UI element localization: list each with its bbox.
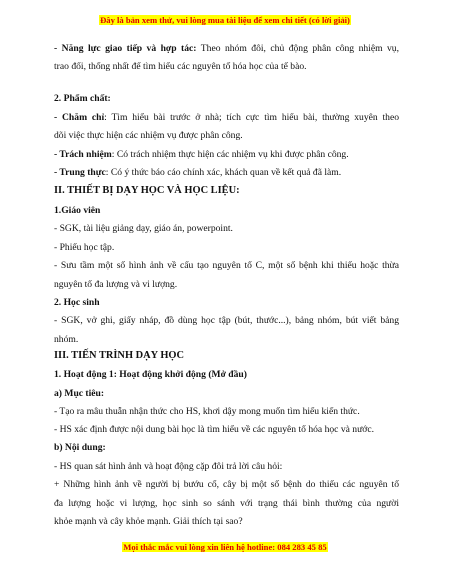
line-collect-images-continued: nguyên tố đa lượng và vi lượng. (54, 279, 178, 290)
preview-notice-header (0, 10, 450, 28)
line-competence-communication: - Năng lực giao tiếp và hợp tác: Theo nhóm đôi, chủ động phân công nhiệm vụ, (54, 43, 399, 54)
content-heading: b) Nội dung: (54, 442, 106, 453)
line-content-2: + Những hình ảnh về người bị bướu cổ, cây bị một số bệnh do thiếu các nguyên tố (54, 479, 399, 490)
line-honesty: - Trung thực: Có ý thức báo cáo chính xác, khách quan về kết quả đã làm. (54, 167, 342, 178)
subsection-student-heading: 2. Học sinh (54, 297, 100, 308)
subsection-teacher-heading: 1.Giáo viên (54, 205, 101, 216)
objective-heading: a) Mục tiêu: (54, 388, 105, 399)
line-content-3: đa lượng hoặc vi lượng, học sinh so sánh với trạng thái bình thường của người (54, 498, 399, 509)
line-diligence: - Chăm chỉ: Tìm hiểu bài trước ở nhà; tích cực tìm hiểu bài, thường xuyên theo (54, 112, 399, 123)
line-content-4: khỏe mạnh và cây khỏe mạnh. Giải thích tại sao? (54, 516, 243, 527)
line-objective-2: - HS xác định được nội dung bài học là tìm hiểu về các nguyên tố hóa học và nước. (54, 424, 374, 435)
activity-1-heading: 1. Hoạt động 1: Hoạt động khởi động (Mở đầu) (54, 369, 247, 380)
section-equipment-heading: II. THIẾT BỊ DẠY HỌC VÀ HỌC LIỆU: (54, 185, 240, 196)
line-teacher-materials: - SGK, tài liệu giảng dạy, giáo án, powerpoint. (54, 223, 233, 234)
line-content-1: - HS quan sát hình ảnh và hoạt động cặp đôi trả lời câu hỏi: (54, 461, 283, 472)
preview-notice-text: Đây là bản xem thử, vui lòng mua tài liệu để xem chi tiết (có lời giải) (100, 15, 350, 25)
line-collect-images: - Sưu tầm một số hình ảnh về cấu tạo nguyên tố C, một số bệnh khi thiếu hoặc thừa (54, 260, 399, 271)
line-competence-continued: trao đổi, thống nhất để tìm hiểu các nguyên tố hóa học của tế bào. (54, 61, 307, 72)
hotline-notice-footer (0, 537, 450, 555)
hotline-notice-text: Mọi thắc mắc vui lòng xin liên hệ hotline: 084 283 45 85 (123, 542, 327, 552)
line-responsibility: - Trách nhiệm: Có trách nhiệm thực hiện các nhiệm vụ khi được phân công. (54, 149, 349, 160)
line-student-materials-continued: nhóm. (54, 334, 79, 345)
line-worksheet: - Phiếu học tập. (54, 242, 115, 253)
line-diligence-continued: dõi việc thực hiện các nhiệm vụ được phân công. (54, 130, 243, 141)
section-qualities-heading: 2. Phẩm chất: (54, 93, 111, 104)
section-procedure-heading: III. TIẾN TRÌNH DẠY HỌC (54, 350, 185, 361)
line-objective-1: - Tạo ra mâu thuẫn nhận thức cho HS, khơi dậy mong muốn tìm hiểu kiến thức. (54, 406, 360, 417)
line-student-materials: - SGK, vở ghi, giấy nháp, đồ dùng học tập (bút, thước...), bảng nhóm, bút viết bảng (54, 315, 399, 326)
